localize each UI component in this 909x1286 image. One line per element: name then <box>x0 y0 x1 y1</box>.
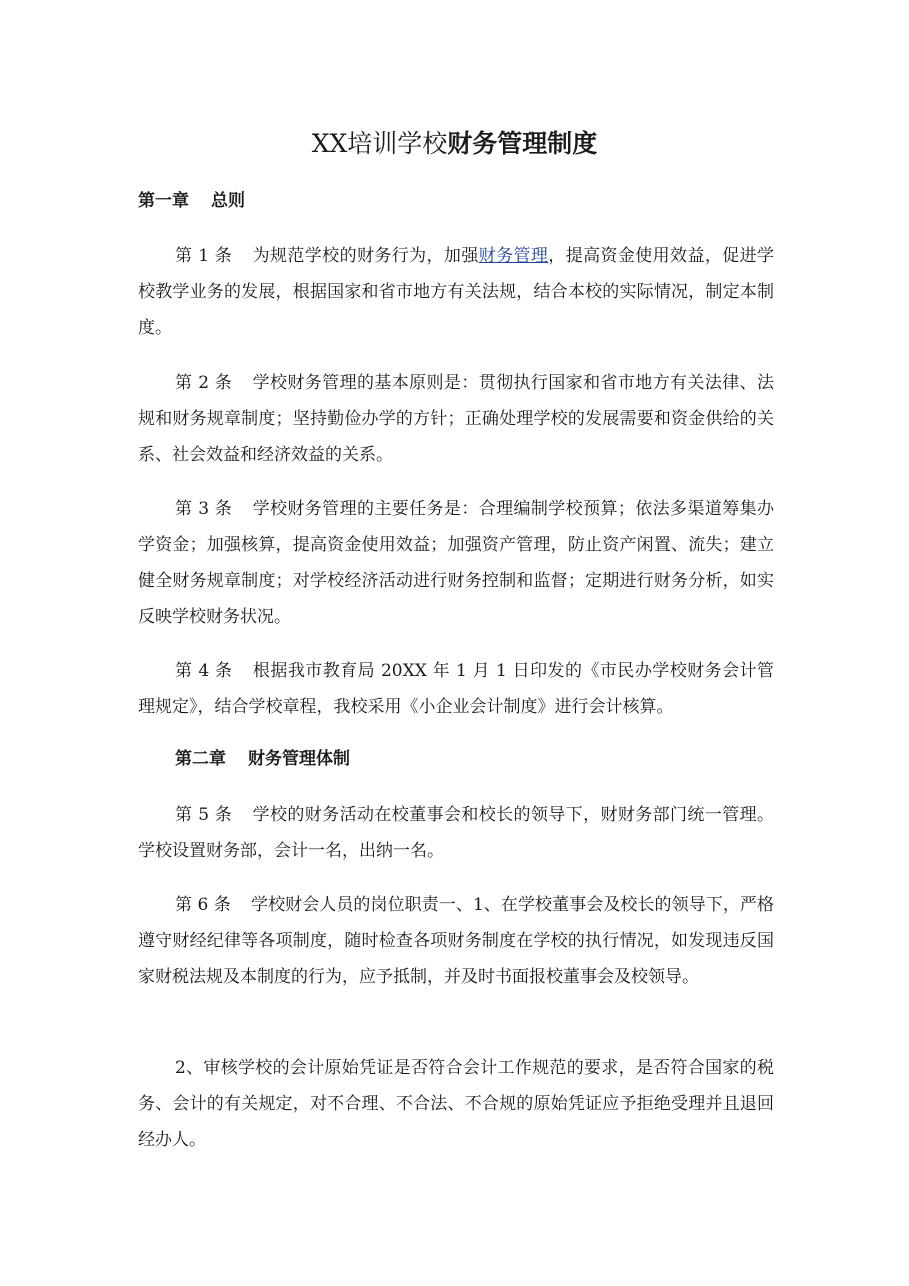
item-2-text: 2、审核学校的会计原始凭证是否符合会计工作规范的要求，是否符合国家的税务、会计的有关规定，对不合理、不合法、不合规的原始凭证应予拒绝受理并且退回经办人。 <box>138 1058 774 1150</box>
article-6-text: 学校财会人员的岗位职责一、1、在学校董事会及校长的领导下，严格遵守财经纪律等各项制度，随时检查各项财务制度在学校的执行情况，如发现违反国家财税法规及本制度的行为，应予抵制，并及时书面报校董事会及校领导。 <box>138 895 774 987</box>
article-2-label: 第 2 条 <box>175 373 233 393</box>
article-1-label: 第 1 条 <box>175 246 233 266</box>
article-1-text-a: 为规范学校的财务行为，加强 <box>252 246 479 266</box>
chapter-2-heading <box>175 745 350 773</box>
article-2-text: 学校财务管理的基本原则是：贯彻执行国家和省市地方有关法律、法规和财务规章制度；坚持勤俭办学的方针；正确处理学校的发展需要和资金供给的关系、社会效益和经济效益的关系。 <box>138 373 775 465</box>
item-2 <box>138 1050 774 1158</box>
article-2 <box>138 365 774 473</box>
article-4 <box>138 653 774 725</box>
article-3 <box>138 491 774 635</box>
chapter-2-name: 财务管理体制 <box>248 749 350 769</box>
article-5 <box>138 797 774 869</box>
chapter-1-name: 总则 <box>211 191 245 211</box>
article-6 <box>138 887 774 995</box>
article-4-label: 第 4 条 <box>175 661 233 681</box>
article-1 <box>138 238 774 346</box>
chapter-1-label: 第一章 <box>138 191 189 211</box>
article-4-text: 根据我市教育局 20XX 年 1 月 1 日印发的《市民办学校财务会计管理规定》，结合学校章程，我校采用《小企业会计制度》进行会计核算。 <box>138 661 775 717</box>
chapter-1-heading <box>138 187 245 215</box>
document-title <box>0 124 909 164</box>
article-6-label: 第 6 条 <box>175 895 231 915</box>
chapter-2-label: 第二章 <box>175 749 226 769</box>
title-prefix: XX培训学校 <box>311 129 448 158</box>
article-5-text: 学校的财务活动在校董事会和校长的领导下，财财务部门统一管理。学校设置财务部，会计一名，出纳一名。 <box>138 805 775 861</box>
title-bold: 财务管理制度 <box>447 129 598 158</box>
article-1-text-b: ，提高资金使用效益，促进学校教学业务的发展，根据国家和省市地方有关法规，结合本校的实际情况，制定本制度。 <box>138 246 775 338</box>
finance-management-link[interactable]: 财务管理 <box>478 246 549 266</box>
article-3-label: 第 3 条 <box>175 499 233 519</box>
article-5-label: 第 5 条 <box>175 805 233 825</box>
article-3-text: 学校财务管理的主要任务是：合理编制学校预算；依法多渠道筹集办学资金；加强核算，提高资金使用效益；加强资产管理，防止资产闲置、流失；建立健全财务规章制度；对学校经济活动进行财务控制和监督；定期进行财务分析，如实反映学校财务状况。 <box>138 499 775 627</box>
